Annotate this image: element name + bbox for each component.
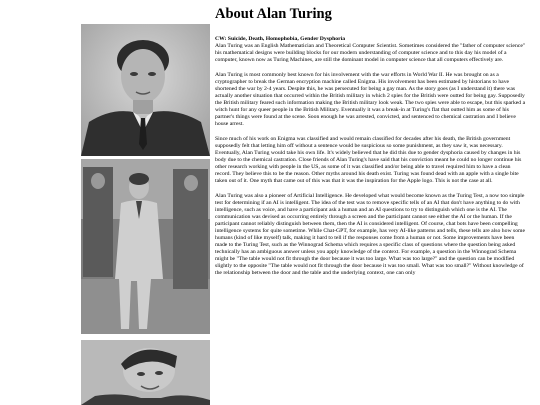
turing-smiling-photo [81,340,210,405]
turing-portrait-photo [81,24,210,156]
paragraph-ai: Alan Turing was also a pioneer of Artificial Intelligence. He developed what would become known as the Turing Test, a now too simple test for determining if an AI is intelligent. The idea of the test was to remove specific tells of an AI that don't have anything to do with intelligence, such as voice, and have a participant ask a human and an AI questions to try to distinguish which one is the AI. The communication was devised as occurring entirely through a screen and the participant cannot see either the AI or the human. If the participant cannot reliably distinguish between them, then the AI is considered intelligent. Of course, chat bots have been compelling intelligence systems for quite sometime. While Chat-GPT, for example, has very AI-like patterns and tells, these tells are also how some humans (kind of like myself) talk, making it hard to tell if the responses come from a human or not. Some improvements have been made to the Turing Test, such as the Winnograd Schema which requires a specific class of questions where the question being asked technically has an ambiguous answer unless you apply knowledge of the context. For example, a question in the Winnograd Schema might be "The table would not fit through the door because it was too large. What was too large?" and the question can be modified slightly to the opposite "The table would not fit through the door because it was too small. What was too small?" Without knowledge of the relationship between the door and the table and the underlying context, one can only [215,193,525,276]
page-title: About Alan Turing [215,6,332,22]
paragraph-intro [215,36,527,64]
turing-portrait-image [81,24,210,156]
turing-smiling-image [81,340,210,405]
content-warning: CW: Suicide, Death, Homophobia, Gender Dysphoria [215,36,346,42]
paragraph-death: Since much of his work on Enigma was classified and would remain classified for decades after his death, the British government supposedly felt that letting him off without a sentence would be suspicious so some punishment, as they saw it, was necessary. Eventually, Alan Turing would take his own life. It's widely believed that he did this due to gender dysphoria caused by changes in his body due to the chemical castration. Close friends of Alan Turing's have said that his conviction meant he could no longer continue his other research working with people in the US, as some of it was classified and/or being able to travel required him to have a clean record. They believe this to be the reason. Other myths around his death exist. Turing was found dead with an apple with a single bite taken out of it. One myth that came out of this was that it was the inspiration for the Apple logo. This is not the case at all. [215,136,522,184]
paragraph-intro-text: Alan Turing was an English Mathematician and Theoretical Computer Scientist. Sometimes considered the "father of computer science" his mathematical designs were building blocks for our modern understanding of computer science and to this day his model of a computer, known now as Turing Machines, are still the dominant model in computer science that all computers effectively are. [215,43,526,63]
article [215,6,527,285]
turing-group-image [81,159,210,334]
turing-group-photo [81,159,210,334]
paragraph-enigma: Alan Turing is most commonly best known for his involvement with the war efforts in World War II. He was brought on as a cryptographer to break the German encryption machine called Enigma. His involvement has been estimated by historians to have shortened the war by 2-4 years. Despite this, he was persecuted for being a gay man. As the story goes (as I understand it) there was actually another situation that occurred within the British military in which 2 spies for the British were outted for being gay. Supposedly the British military feared such information making the British military look weak. The two spies were able to escape, but this sparked a witch hunt for any queer people in the British Military. Eventually it was a break-in at Turing's flat that outted him as some of his partner's things were found at the scene. Soon enough he was arrested, convicted, and sentenced to chemical castration and I believe house arrest. [215,72,526,127]
photo-column [81,0,210,405]
